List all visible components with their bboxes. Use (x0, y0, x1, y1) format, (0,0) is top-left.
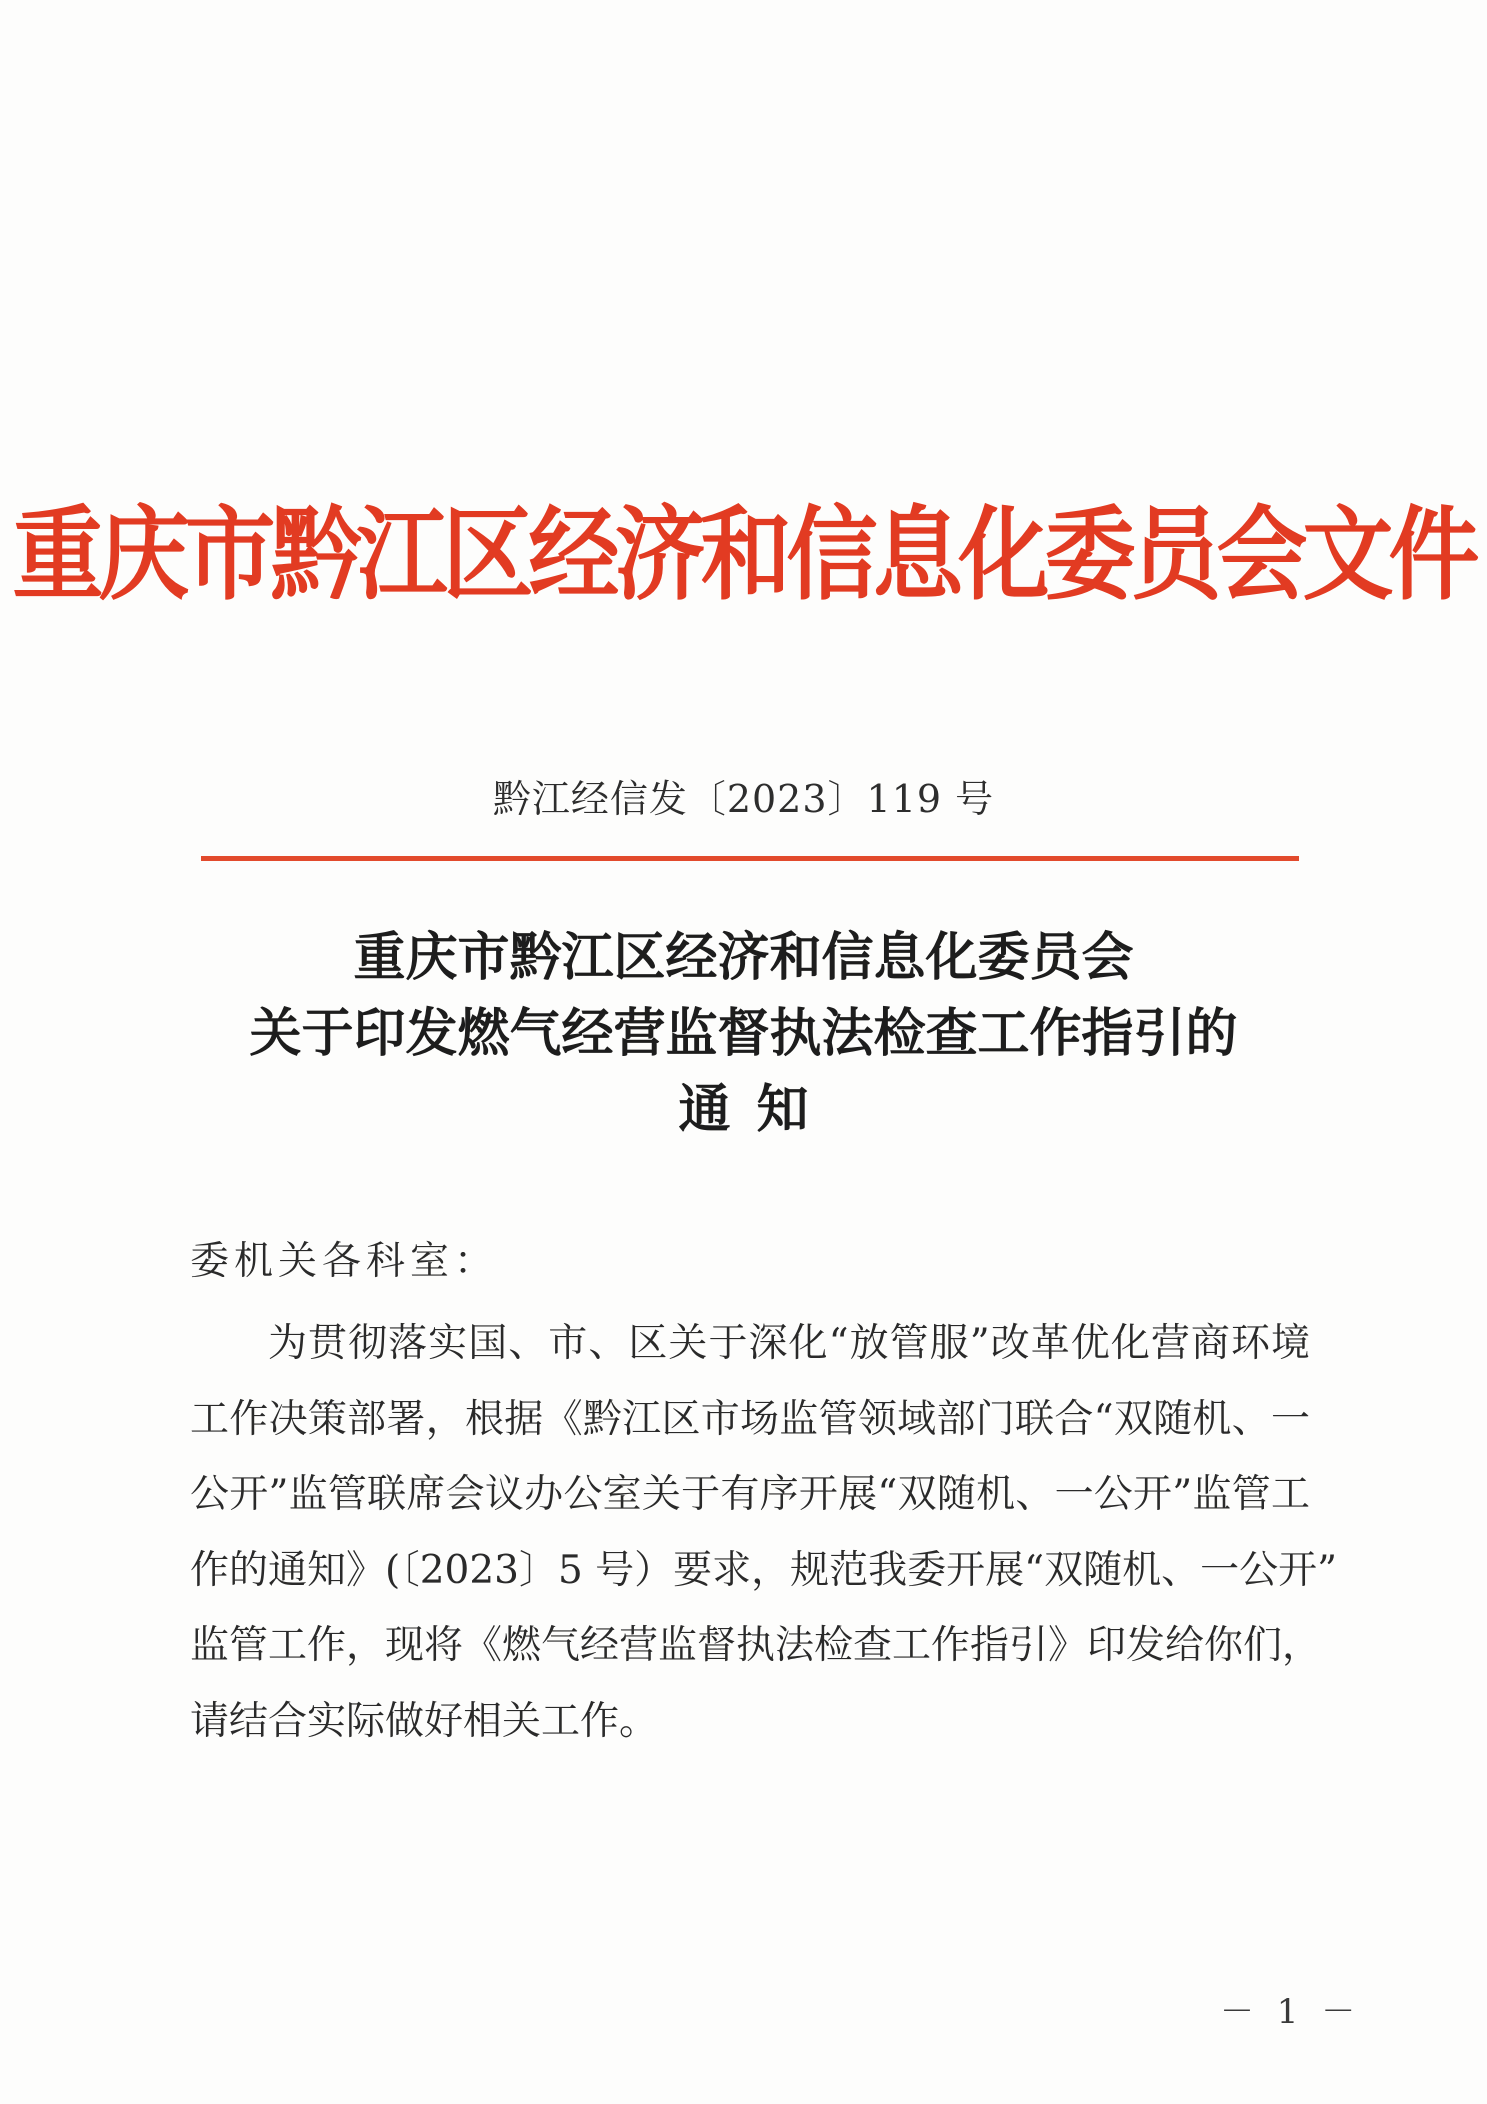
page-number: － 1 － (1220, 1992, 1362, 2032)
body-line: 为贯彻落实国、市、区关于深化“放管服”改革优化营商环境 (268, 1321, 1310, 1366)
red-divider-rule (201, 856, 1299, 861)
body-line: 监管工作，现将《燃气经营监督执法检查工作指引》印发给你们， (190, 1623, 1322, 1668)
title-line-2: 关于印发燃气经营监督执法检查工作指引的 (249, 1004, 1238, 1064)
salutation: 委机关各科室： (190, 1239, 499, 1284)
body-line: 工作决策部署，根据《黔江区市场监管领域部门联合“双随机、一 (190, 1396, 1310, 1442)
body-line: 公开”监管联席会议办公室关于有序开展“双随机、一公开”监管工 (190, 1472, 1310, 1517)
masthead-title: 重庆市黔江区经济和信息化委员会文件 (12, 497, 1475, 615)
title-line-1: 重庆市黔江区经济和信息化委员会 (353, 928, 1134, 988)
body-line: 请结合实际做好相关工作。 (190, 1698, 659, 1744)
title-line-3: 通知 (678, 1080, 835, 1140)
body-paragraph (190, 1306, 1338, 1759)
notice-title (0, 920, 1487, 1148)
document-number: 黔江经信发〔2023〕119 号 (492, 777, 995, 821)
body-line: 作的通知》(〔2023〕5 号）要求，规范我委开展“双随机、一公开” (190, 1547, 1338, 1593)
